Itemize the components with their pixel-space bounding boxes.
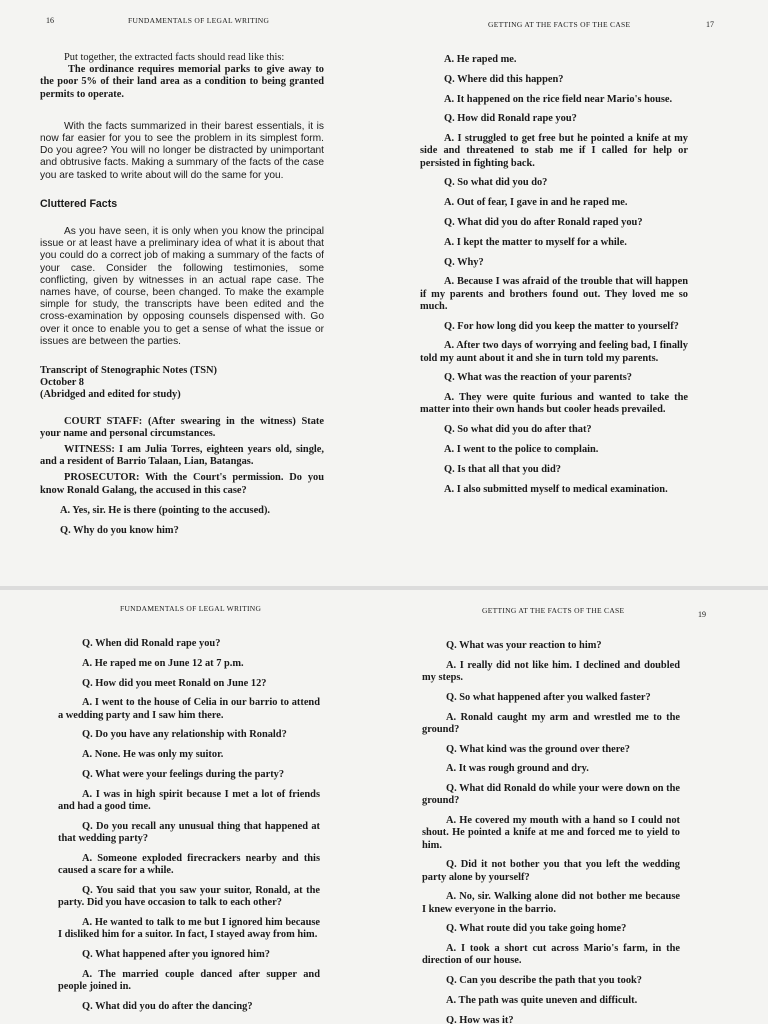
page-19-body [422, 640, 680, 1024]
testimony-line: Q. What did you do after the dancing? [82, 1000, 253, 1012]
testimony-line: Q. When did Ronald rape you? [82, 638, 221, 649]
testimony-line: A. The married couple danced after supper and people joined in. [58, 968, 320, 992]
testimony-line: A. I struggled to get free but he pointed a knife at my side and threatened to stab me if I called for help or persisted in fighting back. [420, 133, 688, 169]
intro-text: Put together, the extracted facts should read like this: [64, 52, 285, 63]
court-staff-line: COURT STAFF: (After swearing in the witness) State your name and personal circumstances. [40, 415, 324, 439]
page-18 [0, 590, 384, 1024]
testimony-line: Q. Do you recall any unusual thing that happened at that wedding party? [58, 820, 320, 844]
testimony-line: A. I was in high spirit because I met a lot of friends and had a good time. [58, 788, 320, 812]
testimony-line: A. He raped me on June 12 at 7 p.m. [82, 657, 244, 669]
testimony-line: A. Because I was afraid of the trouble that will happen if my parents and brothers found out. They loved me so much. [420, 276, 688, 312]
testimony-line: A. He wanted to talk to me but I ignored him because I disliked him for a suitor. In fact, I stayed away from him. [58, 916, 320, 940]
testimony-line: A. Out of fear, I gave in and he raped me. [444, 197, 628, 209]
page-16 [0, 0, 384, 586]
testimony-line: A. He covered my mouth with a hand so I could not shout. He pointed a knife at me and forced me to yield to him. [422, 815, 680, 851]
testimony-line: A. It was rough ground and dry. [446, 763, 589, 775]
paragraph: With the facts summarized in their barest essentials, it is now far easier for you to see the problem in its simplest form. Do you agree? You will no longer be distracted by unimportant and obtrusive facts. Making a summary of the facts of the case you are tasked to write about will do the same for you. [40, 120, 324, 181]
testimony-line: Q. Where did this happen? [444, 73, 564, 85]
testimony-line: A. Yes, sir. He is there (pointing to the accused). [60, 504, 271, 516]
testimony-line: A. I went to the police to complain. [444, 443, 599, 455]
testimony-line: Q. How was it? [446, 1014, 514, 1024]
testimony-line: Q. For how long did you keep the matter to yourself? [444, 320, 679, 332]
page-16-body [40, 52, 324, 544]
tsn-date: October 8 [40, 377, 84, 389]
testimony-line: A. I took a short cut across Mario's farm, in the direction of our house. [422, 943, 680, 967]
testimony-line: Q. Why? [444, 256, 484, 268]
testimony-line: Q. What did you do after Ronald raped you? [444, 216, 643, 228]
testimony-line: A. The path was quite uneven and difficult. [446, 994, 638, 1006]
running-header: GETTING AT THE FACTS OF THE CASE [488, 20, 631, 29]
testimony-line: Q. Is that all that you did? [444, 463, 561, 475]
tsn-title: Transcript of Stenographic Notes (TSN) [40, 365, 218, 377]
testimony-line: Q. What kind was the ground over there? [446, 743, 630, 755]
testimony-line: A. Ronald caught my arm and wrestled me to the ground? [422, 711, 680, 735]
testimony-line: A. He raped me. [444, 54, 517, 65]
testimony-line: Q. What happened after you ignored him? [82, 948, 270, 960]
tsn-note: (Abridged and edited for study) [40, 389, 181, 401]
page-number: 19 [698, 610, 706, 619]
prosecutor-line: PROSECUTOR: With the Court's permission. Do you know Ronald Galang, the accused in this case? [40, 472, 324, 496]
page-number: 17 [706, 20, 714, 29]
testimony-line: A. No, sir. Walking alone did not bother me because I knew everyone in the barrio. [422, 891, 680, 915]
running-header: FUNDAMENTALS OF LEGAL WRITING [128, 16, 270, 25]
section-heading: Cluttered Facts [40, 197, 118, 210]
summary-quote: The ordinance requires memorial parks to give away to the poor 5% of their land area as a condition to being granted permits to operate. [40, 64, 324, 100]
running-header: GETTING AT THE FACTS OF THE CASE [482, 606, 625, 615]
testimony-line: A. It happened on the rice field near Mario's house. [444, 93, 673, 105]
testimony-line: Q. What was the reaction of your parents? [444, 372, 632, 384]
testimony-line: A. I kept the matter to myself for a while. [444, 236, 627, 248]
testimony-line: Q. Can you describe the path that you took? [446, 975, 642, 987]
testimony-line: Q. What were your feelings during the party? [82, 768, 285, 780]
testimony-line: A. None. He was only my suitor. [82, 749, 224, 761]
testimony-line: A. I also submitted myself to medical examination. [444, 483, 668, 495]
testimony-line: Q. What was your reaction to him? [446, 640, 602, 651]
page-18-body [58, 638, 320, 1020]
testimony-line: Q. How did Ronald rape you? [444, 113, 577, 125]
testimony-line: Q. Did it not bother you that you left the wedding party alone by yourself? [422, 859, 680, 883]
testimony-line: Q. Why do you know him? [60, 524, 179, 536]
testimony-line: Q. So what did you do after that? [444, 424, 592, 436]
page-number: 16 [46, 16, 54, 25]
testimony-line: A. They were quite furious and wanted to take the matter into their own hands but cooler heads prevailed. [420, 392, 688, 416]
testimony-line: A. I really did not like him. I declined and doubled my steps. [422, 659, 680, 683]
page-19 [384, 590, 768, 1024]
testimony-line: A. I went to the house of Celia in our barrio to attend a wedding party and I saw him there. [58, 697, 320, 721]
testimony-line: Q. So what happened after you walked faster? [446, 691, 651, 703]
running-header: FUNDAMENTALS OF LEGAL WRITING [120, 604, 262, 613]
page-17 [384, 0, 768, 586]
testimony-line: Q. How did you meet Ronald on June 12? [82, 677, 267, 689]
testimony-line: Q. You said that you saw your suitor, Ronald, at the party. Did you have occasion to talk to each other? [58, 884, 320, 908]
paragraph: As you have seen, it is only when you know the principal issue or at least have a preliminary idea of what it is about that you could do a correct job of making a summary of the facts of your case. Consider the following testimonies, some conflicting, given by witnesses in an actual rape case. The names have, of course, been changed. To make the example simple for study, the transcripts have been edited and the cross-examination by opposing counsels dispensed with. Go over it once to enable you to get a sense of what the issue or issues are between the parties. [40, 226, 324, 347]
testimony-line: Q. What route did you take going home? [446, 923, 627, 935]
testimony-line: A. Someone exploded firecrackers nearby and this caused a scare for a while. [58, 852, 320, 876]
testimony-line: Q. Do you have any relationship with Ronald? [82, 729, 287, 741]
page-17-body [420, 54, 688, 503]
witness-line: WITNESS: I am Julia Torres, eighteen years old, single, and a resident of Barrio Talaan, Lian, Batangas. [40, 444, 324, 468]
testimony-line: Q. What did Ronald do while your were down on the ground? [422, 783, 680, 807]
testimony-line: A. After two days of worrying and feeling bad, I finally told my aunt about it and she in turn told my parents. [420, 340, 688, 364]
testimony-list [40, 505, 324, 537]
testimony-line: Q. So what did you do? [444, 177, 548, 189]
